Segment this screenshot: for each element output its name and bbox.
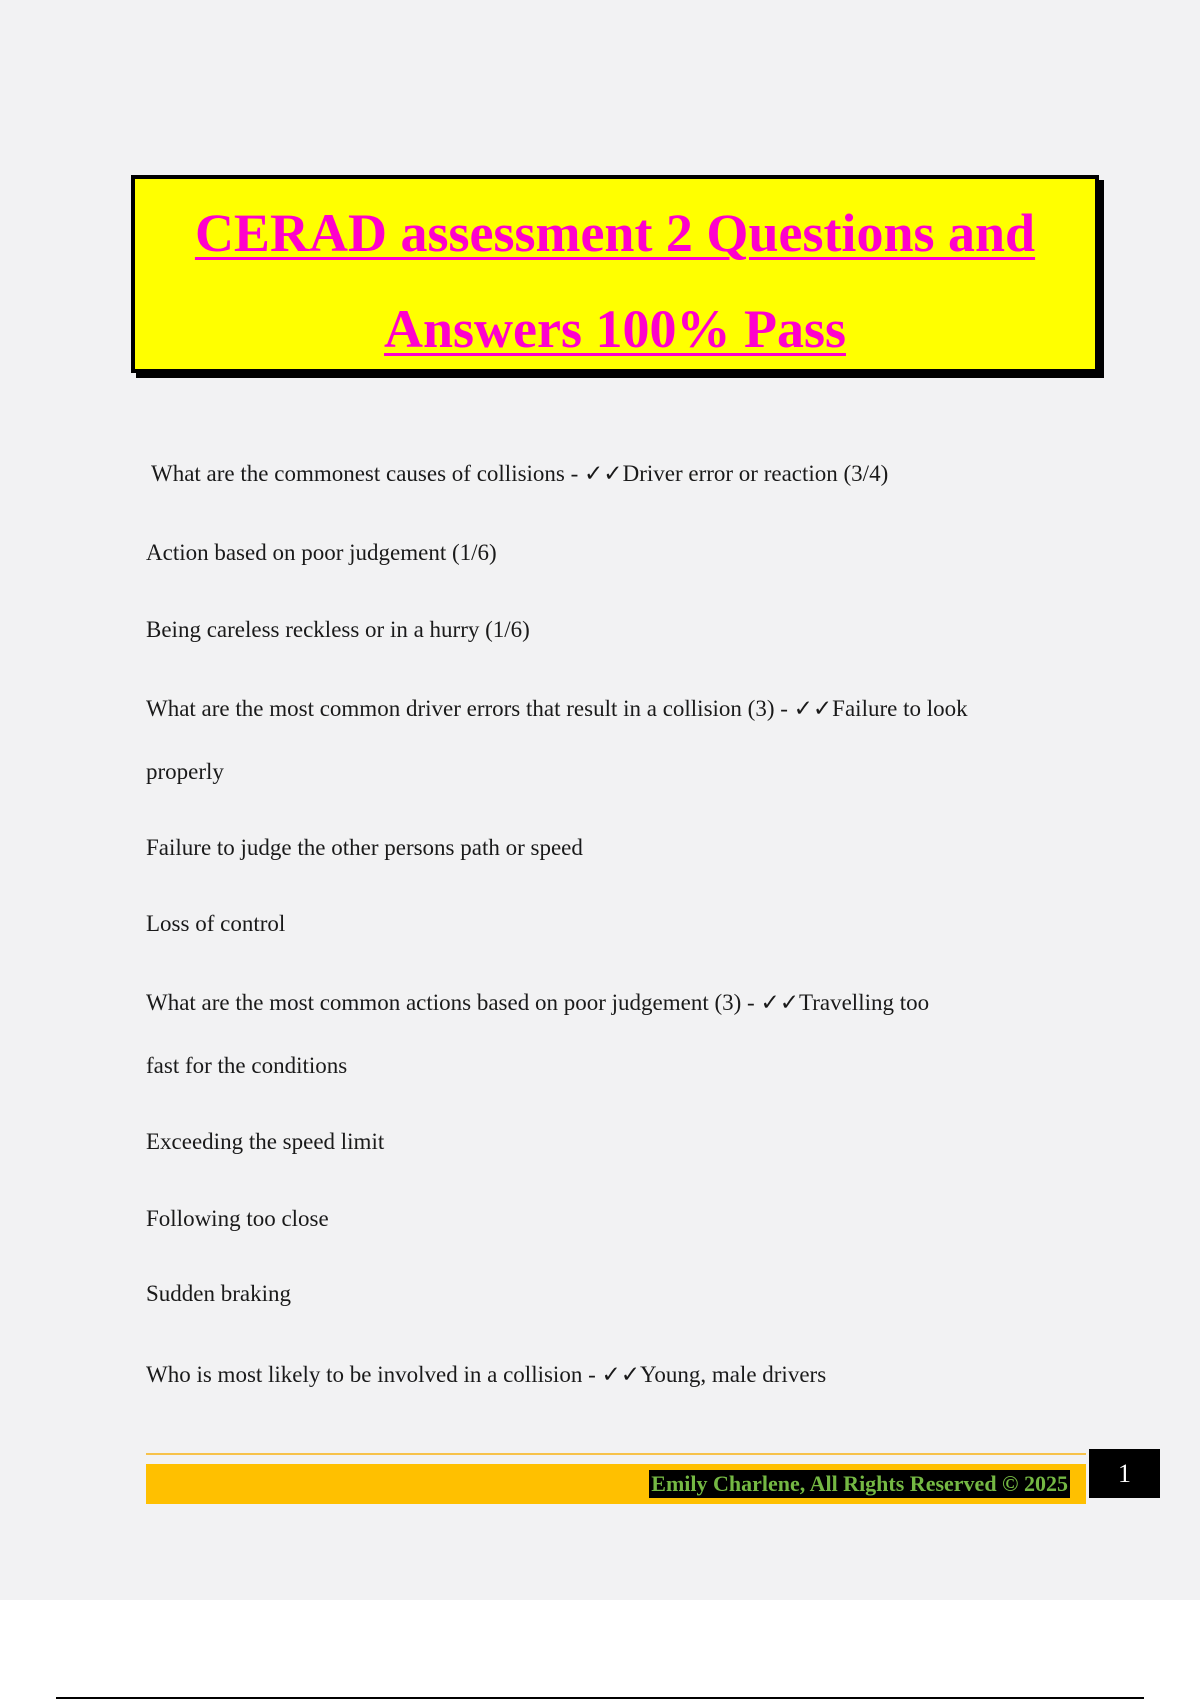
qa-line-4: What are the most common driver errors that result in a collision (3) - ✓✓Failure to look <box>146 696 968 721</box>
title-line-1: CERAD assessment 2 Questions and <box>194 203 1036 263</box>
footer-bar <box>146 1464 1086 1504</box>
qa-line-9: fast for the conditions <box>146 1053 348 1078</box>
qa-line-11: Following too close <box>146 1206 329 1231</box>
qa-line-7: Loss of control <box>146 911 286 936</box>
qa-line-8: What are the most common actions based on poor judgement (3) - ✓✓Travelling too <box>146 990 930 1015</box>
footer-copyright: Emily Charlene, All Rights Reserved © 2025 <box>651 1471 1068 1496</box>
title-box <box>131 175 1099 373</box>
title-line-2: Answers 100% Pass <box>383 299 846 359</box>
qa-line-3: Being careless reckless or in a hurry (1/6) <box>146 617 530 642</box>
qa-line-10: Exceeding the speed limit <box>146 1129 385 1154</box>
footer-rule <box>146 1453 1086 1455</box>
qa-line-5: properly <box>146 759 224 784</box>
bottom-rule <box>56 1697 1144 1699</box>
qa-line-2: Action based on poor judgement (1/6) <box>146 540 497 565</box>
qa-line-6: Failure to judge the other persons path or speed <box>146 835 583 860</box>
qa-line-13: Who is most likely to be involved in a collision - ✓✓Young, male drivers <box>146 1362 827 1387</box>
page-number: 1 <box>1089 1449 1160 1498</box>
qa-line-12: Sudden braking <box>146 1281 292 1306</box>
qa-line-1: What are the commonest causes of collisions - ✓✓Driver error or reaction (3/4) <box>151 461 889 486</box>
